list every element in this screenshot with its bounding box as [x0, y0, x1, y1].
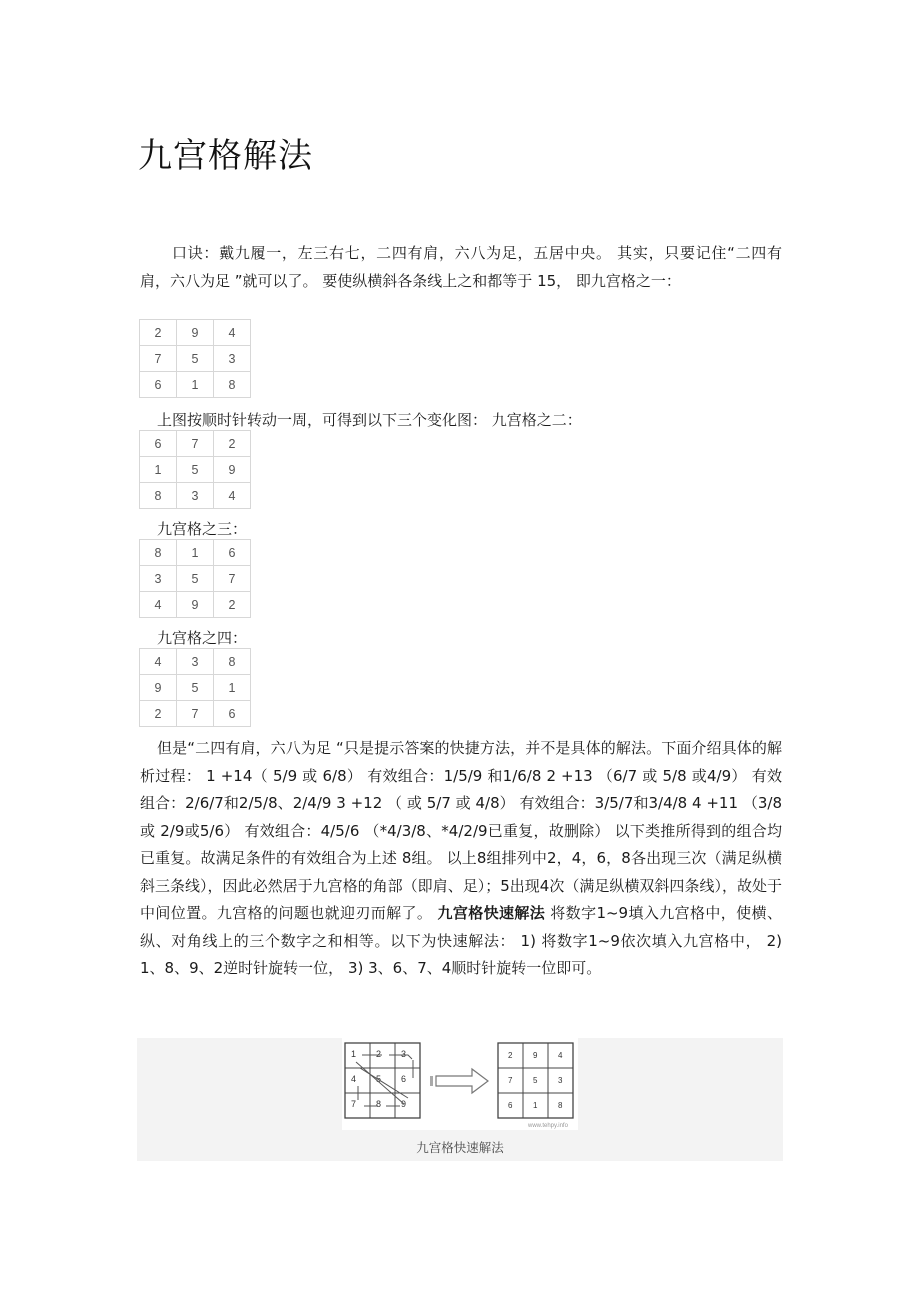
grid-cell: 5	[177, 675, 214, 701]
grid-cell: 3	[177, 649, 214, 675]
grid-one	[139, 319, 251, 398]
grid-cell: 6	[214, 701, 251, 727]
figure-cell-number: 4	[558, 1051, 563, 1060]
figure-diagram	[342, 1038, 578, 1130]
figure-cell-number: 2	[508, 1051, 513, 1060]
grid-cell: 1	[177, 372, 214, 398]
grid-cell: 9	[140, 675, 177, 701]
grid-cell: 8	[140, 540, 177, 566]
grid-cell: 4	[214, 320, 251, 346]
grid-cell: 3	[177, 483, 214, 509]
figure-cell-number: 4	[351, 1074, 357, 1084]
grid-four-label: 九宫格之四：	[157, 629, 248, 647]
grid-cell: 1	[140, 457, 177, 483]
figure-image	[342, 1038, 578, 1130]
figure-cell-number: 9	[401, 1099, 407, 1109]
grid-cell: 7	[140, 346, 177, 372]
figure-cell-number: 6	[508, 1101, 513, 1110]
grid-cell: 6	[140, 431, 177, 457]
grid-cell: 8	[214, 372, 251, 398]
page-title: 九宫格解法	[138, 136, 313, 176]
grid-cell: 8	[140, 483, 177, 509]
grid-three	[139, 539, 251, 618]
grid-cell: 2	[214, 592, 251, 618]
grid-cell: 2	[214, 431, 251, 457]
grid-two	[139, 430, 251, 509]
grid-cell: 3	[214, 346, 251, 372]
explanation-paragraph	[140, 735, 782, 983]
grid-cell: 1	[214, 675, 251, 701]
intro-paragraph: 口诀：戴九履一，左三右七，二四有肩，六八为足，五居中央。 其实，只要记住“二四有肩，六八为足 ”就可以了。 要使纵横斜各条线上之和都等于 15， 即九宫格之一：	[140, 244, 782, 290]
grid-cell: 6	[140, 372, 177, 398]
grid-cell: 1	[177, 540, 214, 566]
grid-cell: 4	[140, 649, 177, 675]
figure-cell-number: 9	[533, 1051, 538, 1060]
grid-cell: 5	[177, 457, 214, 483]
grid-cell: 2	[140, 701, 177, 727]
figure-cell-number: 1	[533, 1101, 538, 1110]
grid-cell: 7	[177, 701, 214, 727]
grid-cell: 9	[214, 457, 251, 483]
quick-method-text: 将数字1~9填入九宫格中，使横、纵、对角线上的三个数字之和相等。以下为快速解法： 1) 将数字1~9依次填入九宫格中， 2) 1、8、9、2逆时针旋转一位， 3) 3、6、7、4顺时针旋转一位即可。	[140, 904, 782, 977]
grid-cell: 8	[214, 649, 251, 675]
watermark-text: www.tehpy.info	[528, 1123, 568, 1129]
figure-cell-number: 7	[508, 1076, 513, 1085]
grid-cell: 6	[214, 540, 251, 566]
quick-method-figure	[137, 1038, 783, 1161]
figure-cell-number: 5	[376, 1074, 382, 1084]
explanation-text: 但是“二四有肩，六八为足 “只是提示答案的快捷方法，并不是具体的解法。下面介绍具体的解析过程： 1 +14（ 5/9 或 6/8） 有效组合：1/5/9 和1/6/8 2 +13 （6/7 或 5/8 或4/9） 有效组合：2/6/7和2/5/8、2/4/9 3 +12 （ 或 5/7 或 4/8） 有效组合：3/5/7和3/4/8 4 +11 （3/8 或 2/9或5/6） 有效组合：4/5/6 （*4/3/8、*4/2/9已重复，故删除） 以下类推所得到的组合均已重复。故满足条件的有效组合为上述 8组。 以上8组排列中2，4，6，8各出现三次（满足纵横斜三条线），因此必然居于九宫格的角部（即肩、足）；5出现4次（满足纵横双斜四条线），故处于中间位置。九宫格的问题也就迎刃而解了。	[140, 739, 782, 922]
grid-cell: 4	[214, 483, 251, 509]
quick-method-heading: 九宫格快速解法	[437, 904, 546, 922]
grid-cell: 2	[140, 320, 177, 346]
grid-four	[139, 648, 251, 727]
grid-cell: 3	[140, 566, 177, 592]
figure-caption: 九宫格快速解法	[416, 1140, 504, 1155]
grid-cell: 5	[177, 566, 214, 592]
grid-cell: 9	[177, 592, 214, 618]
figure-cell-number: 5	[533, 1076, 538, 1085]
grid-cell: 7	[214, 566, 251, 592]
grid-cell: 4	[140, 592, 177, 618]
figure-cell-number: 7	[351, 1099, 357, 1109]
figure-cell-number: 8	[558, 1101, 563, 1110]
figure-cell-number: 3	[558, 1076, 563, 1085]
grid-cell: 5	[177, 346, 214, 372]
grid-cell: 9	[177, 320, 214, 346]
grid-three-label: 九宫格之三：	[157, 520, 248, 538]
rotate-text: 上图按顺时针转动一周，可得到以下三个变化图： 九宫格之二：	[157, 411, 582, 429]
figure-cell-number: 8	[376, 1099, 382, 1109]
figure-cell-number: 1	[351, 1049, 357, 1059]
grid-cell: 7	[177, 431, 214, 457]
figure-cell-number: 3	[401, 1049, 407, 1059]
figure-cell-number: 6	[401, 1074, 407, 1084]
figure-cell-number: 2	[376, 1049, 382, 1059]
